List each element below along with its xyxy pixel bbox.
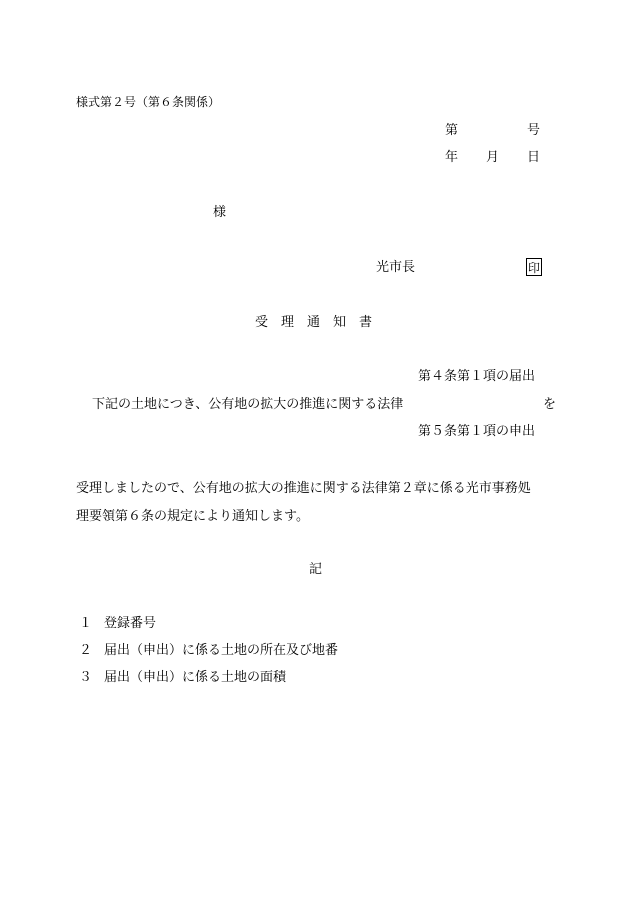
seal-mark: 印	[526, 258, 542, 276]
body-particle: を	[543, 397, 557, 412]
date-month: 月	[486, 150, 500, 165]
title-char: 知	[333, 315, 347, 330]
body-paragraph-line-1: 受理しましたので、公有地の拡大の推進に関する法律第２章に係る光市事務処	[76, 481, 531, 496]
item-2-number: ２	[79, 643, 93, 658]
option-notification: 第４条第１項の届出	[418, 369, 536, 384]
item-1-label: 登録番号	[104, 616, 157, 631]
date-year: 年	[445, 150, 459, 165]
title-char: 受	[255, 315, 269, 330]
doc-number-go: 号	[527, 123, 541, 138]
body-line-main: 下記の土地につき、公有地の拡大の推進に関する法律	[92, 397, 404, 412]
issuer-name: 光市長	[376, 260, 416, 275]
date-day: 日	[527, 150, 541, 165]
option-application: 第５条第１項の申出	[418, 424, 536, 439]
item-3-number: ３	[79, 670, 93, 685]
title-char: 通	[307, 315, 321, 330]
form-label: 様式第２号（第６条関係）	[76, 95, 221, 109]
body-paragraph-line-2: 理要領第６条の規定により通知します。	[76, 509, 309, 524]
item-1-number: １	[79, 616, 93, 631]
ki-heading: 記	[309, 562, 323, 577]
title-char: 書	[359, 315, 373, 330]
title-char: 理	[281, 315, 295, 330]
item-2-label: 届出（申出）に係る土地の所在及び地番	[104, 643, 339, 658]
doc-number-dai: 第	[445, 123, 459, 138]
addressee-suffix: 様	[213, 205, 227, 220]
item-3-label: 届出（申出）に係る土地の面積	[104, 670, 287, 685]
